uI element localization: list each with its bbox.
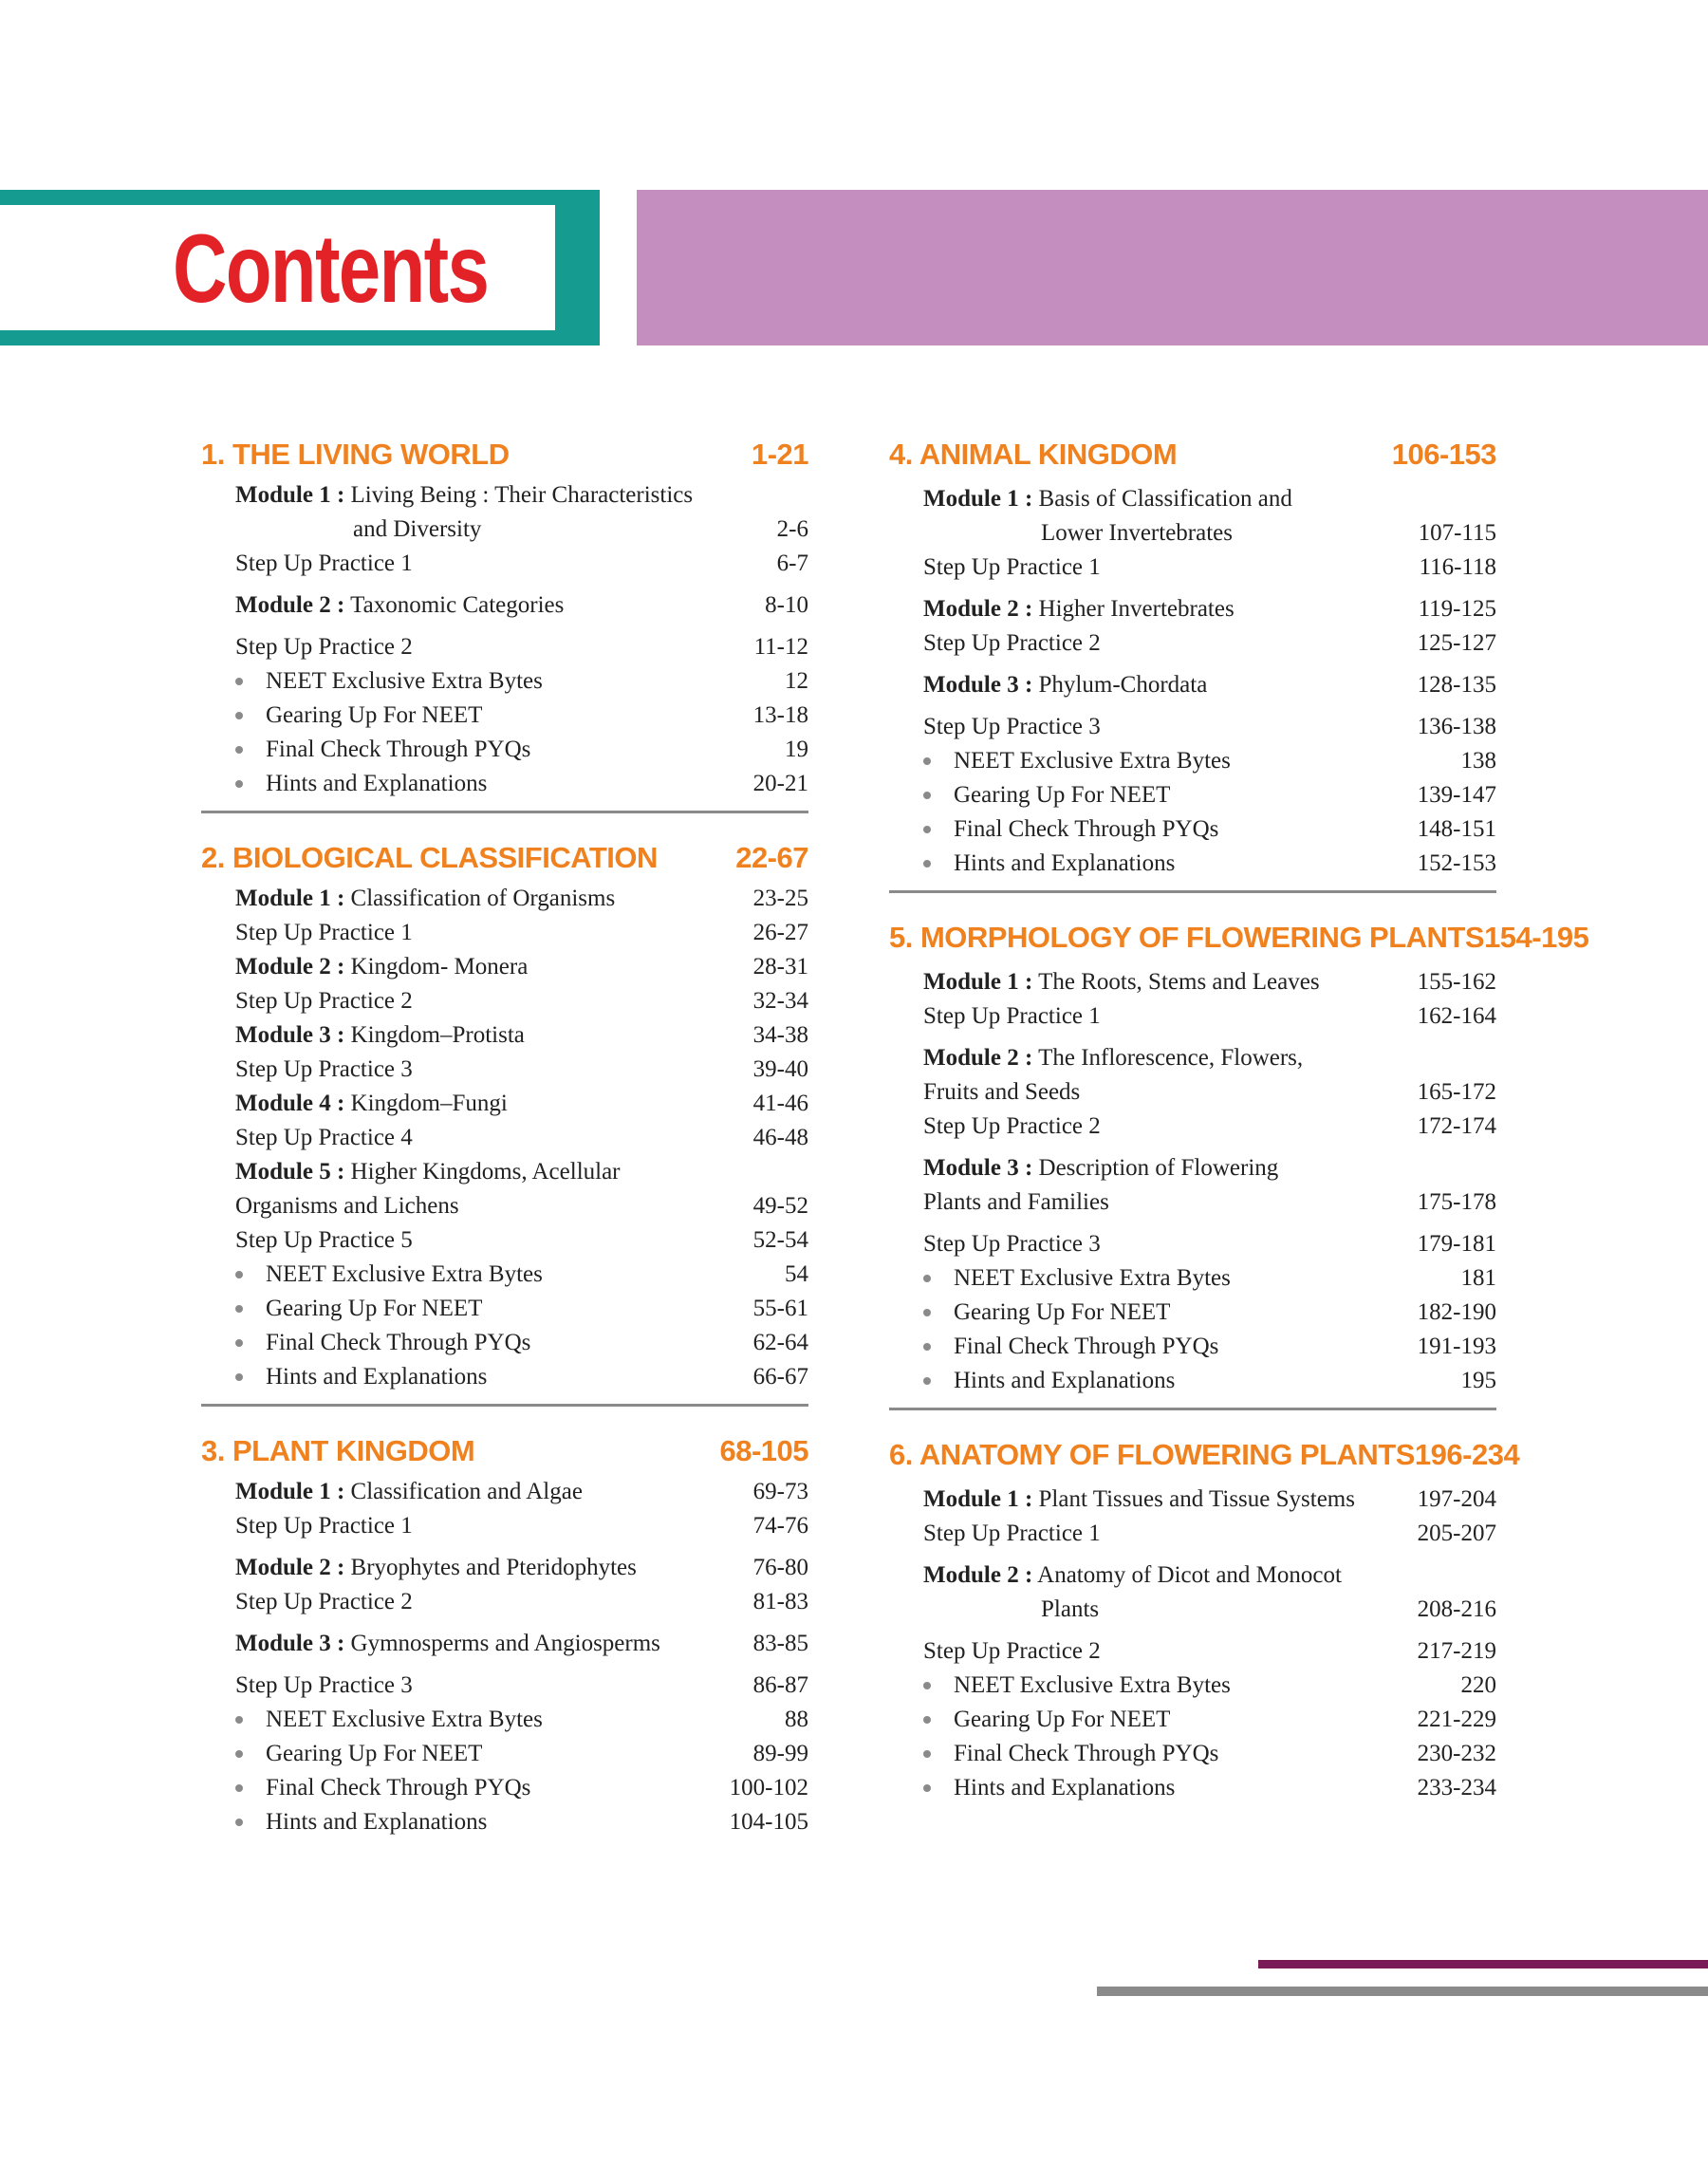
bullet-dot-icon (235, 712, 243, 719)
contents-column-left (201, 431, 808, 1839)
entry-pages: 139-147 (1417, 782, 1496, 808)
module-label: Module 3 : (923, 672, 1033, 698)
bullet-entry[interactable] (201, 1292, 808, 1326)
bullet-entry[interactable] (889, 1737, 1496, 1771)
practice-entry[interactable] (201, 547, 808, 581)
practice-entry[interactable] (889, 1227, 1496, 1261)
entry-title: Step Up Practice 2 (235, 988, 413, 1014)
module-entry[interactable] (201, 1551, 808, 1585)
module-entry[interactable] (889, 668, 1496, 702)
chapter-6 (889, 1431, 1520, 1805)
entry-pages: 148-151 (1417, 816, 1496, 842)
practice-entry[interactable] (201, 984, 808, 1018)
entry-pages: 208-216 (1417, 1596, 1496, 1622)
module-entry[interactable] (201, 588, 808, 623)
bullet-entry[interactable] (201, 733, 808, 767)
chapter-heading[interactable] (201, 1427, 808, 1475)
entry-pages: 26-27 (752, 920, 808, 945)
module-title: Higher Invertebrates (1038, 596, 1235, 622)
module-title-cont: and Diversity (353, 516, 482, 542)
entry-pages: 20-21 (752, 771, 808, 796)
entry-pages: 175-178 (1417, 1189, 1496, 1215)
entry-pages: 181 (1460, 1265, 1496, 1291)
entry-pages: 19 (785, 737, 808, 762)
module-label: Module 1 : (235, 482, 345, 508)
module-title: Anatomy of Dicot and Monocot (1037, 1562, 1342, 1588)
entry-pages: 46-48 (752, 1125, 808, 1150)
module-title: Bryophytes and Pteridophytes (350, 1555, 637, 1580)
chapter-5 (889, 914, 1589, 1410)
module-title: Gymnosperms and Angiosperms (350, 1631, 660, 1656)
bullet-entry[interactable] (889, 744, 1496, 778)
chapter-title: 2. BIOLOGICAL CLASSIFICATION (201, 841, 658, 874)
footer-purple-rule (1258, 1960, 1708, 1968)
module-entry[interactable] (201, 1087, 808, 1121)
bullet-entry[interactable] (201, 664, 808, 699)
practice-entry[interactable] (201, 1223, 808, 1258)
entry-pages: 138 (1460, 748, 1496, 774)
module-label: Module 4 : (235, 1091, 345, 1116)
bullet-entry[interactable] (889, 847, 1496, 881)
module-title: Plant Tissues and Tissue Systems (1038, 1486, 1355, 1512)
module-label: Module 2 : (923, 1045, 1033, 1071)
bullet-entry[interactable] (889, 1330, 1496, 1364)
bullet-entry[interactable] (889, 1703, 1496, 1737)
chapter-pages: 106-153 (1391, 438, 1496, 471)
bullet-dot-icon (235, 1750, 243, 1758)
bullet-entry[interactable] (889, 1296, 1496, 1330)
chapter-pages: 22-67 (735, 841, 808, 874)
entry-pages: 125-127 (1417, 630, 1496, 656)
entry-pages: 165-172 (1417, 1079, 1496, 1105)
entry-pages: 83-85 (752, 1631, 808, 1656)
chapter-heading[interactable] (201, 834, 808, 882)
entry-title: Step Up Practice 1 (923, 1003, 1101, 1029)
bullet-dot-icon (923, 1343, 931, 1351)
module-label: Module 3 : (235, 1631, 345, 1656)
chapter-pages: 68-105 (719, 1434, 808, 1467)
bullet-dot-icon (923, 1784, 931, 1792)
chapter-title: 1. THE LIVING WORLD (201, 438, 510, 471)
module-label: Module 2 : (923, 1562, 1033, 1588)
entry-pages: 6-7 (776, 550, 808, 576)
practice-entry[interactable] (201, 1053, 808, 1087)
practice-entry[interactable] (889, 550, 1496, 585)
module-title-cont: Lower Invertebrates (1041, 520, 1233, 546)
bullet-dot-icon (235, 746, 243, 754)
entry-pages: 128-135 (1417, 672, 1496, 698)
bullet-dot-icon (235, 678, 243, 685)
practice-entry[interactable] (201, 1121, 808, 1155)
bullet-dot-icon (923, 1377, 931, 1385)
module-entry[interactable] (201, 1627, 808, 1661)
module-title: Kingdom- Monera (350, 954, 529, 980)
module-title: The Inflorescence, Flowers, (1038, 1045, 1304, 1071)
chapter-pages: 1-21 (751, 438, 808, 471)
entry-title: Step Up Practice 2 (923, 630, 1101, 656)
bullet-entry[interactable] (201, 699, 808, 733)
bullet-dot-icon (923, 1682, 931, 1689)
bullet-entry[interactable] (201, 767, 808, 801)
module-label: Module 3 : (923, 1155, 1033, 1181)
entry-pages: 32-34 (752, 988, 808, 1014)
entry-pages: 100-102 (729, 1775, 808, 1801)
entry-pages: 49-52 (752, 1193, 808, 1219)
entry-pages: 220 (1460, 1672, 1496, 1698)
entry-title: Step Up Practice 2 (235, 1589, 413, 1614)
entry-title: NEET Exclusive Extra Bytes (954, 748, 1231, 774)
module-label: Module 1 : (923, 1486, 1033, 1512)
entry-title: Hints and Explanations (954, 850, 1176, 876)
entry-pages: 179-181 (1417, 1231, 1496, 1257)
bullet-dot-icon (235, 1819, 243, 1826)
entry-pages: 34-38 (752, 1022, 808, 1048)
entry-pages: 86-87 (752, 1672, 808, 1698)
entry-pages: 76-80 (752, 1555, 808, 1580)
entry-title: Hints and Explanations (266, 1809, 488, 1835)
module-label: Module 3 : (235, 1022, 345, 1048)
entry-title: Hints and Explanations (266, 1364, 488, 1390)
bullet-dot-icon (923, 757, 931, 765)
module-entry[interactable] (889, 1041, 1496, 1110)
entry-title: Step Up Practice 1 (235, 1513, 413, 1539)
entry-pages: 162-164 (1417, 1003, 1496, 1029)
entry-title: NEET Exclusive Extra Bytes (266, 1261, 543, 1287)
bullet-dot-icon (235, 780, 243, 788)
bullet-entry[interactable] (201, 1737, 808, 1771)
entry-pages: 55-61 (752, 1296, 808, 1321)
module-label: Module 5 : (235, 1159, 345, 1185)
entry-pages: 81-83 (752, 1589, 808, 1614)
practice-entry[interactable] (889, 1517, 1496, 1551)
entry-title: Gearing Up For NEET (266, 1741, 483, 1766)
bullet-dot-icon (235, 1784, 243, 1792)
entry-title: Final Check Through PYQs (954, 1334, 1219, 1359)
entry-pages: 69-73 (752, 1479, 808, 1504)
entry-title: Final Check Through PYQs (266, 737, 531, 762)
bullet-entry[interactable] (889, 1669, 1496, 1703)
entry-pages: 172-174 (1417, 1113, 1496, 1139)
entry-pages: 28-31 (752, 954, 808, 980)
entry-pages: 152-153 (1417, 850, 1496, 876)
entry-pages: 2-6 (776, 516, 808, 542)
bullet-entry[interactable] (889, 1261, 1496, 1296)
bullet-dot-icon (923, 826, 931, 833)
bullet-dot-icon (235, 1716, 243, 1724)
entry-pages: 23-25 (752, 886, 808, 911)
practice-entry[interactable] (889, 626, 1496, 661)
entry-pages: 197-204 (1417, 1486, 1496, 1512)
entry-pages: 12 (785, 668, 808, 694)
module-title: Classification and Algae (350, 1479, 583, 1504)
bullet-entry[interactable] (889, 778, 1496, 812)
bullet-dot-icon (923, 792, 931, 799)
entry-title: Step Up Practice 2 (923, 1638, 1101, 1664)
practice-entry[interactable] (201, 1585, 808, 1619)
module-title: Classification of Organisms (350, 886, 616, 911)
entry-pages: 205-207 (1417, 1521, 1496, 1546)
entry-title: Final Check Through PYQs (266, 1330, 531, 1355)
bullet-entry[interactable] (201, 1258, 808, 1292)
entry-pages: 66-67 (752, 1364, 808, 1390)
entry-pages: 217-219 (1417, 1638, 1496, 1664)
entry-title: NEET Exclusive Extra Bytes (954, 1265, 1231, 1291)
entry-title: Step Up Practice 4 (235, 1125, 413, 1150)
chapter-2 (201, 834, 808, 1407)
chapter-4 (889, 431, 1496, 893)
chapter-title: 6. ANATOMY OF FLOWERING PLANTS (889, 1438, 1415, 1471)
practice-entry[interactable] (889, 1110, 1496, 1144)
practice-entry[interactable] (201, 916, 808, 950)
module-title: Description of Flowering (1038, 1155, 1279, 1181)
module-title: Basis of Classification and (1038, 486, 1292, 512)
chapter-pages: 154-195 (1484, 921, 1589, 954)
module-label: Module 1 : (235, 1479, 345, 1504)
entry-pages: 116-118 (1419, 554, 1496, 580)
bullet-dot-icon (235, 1305, 243, 1313)
entry-pages: 136-138 (1417, 714, 1496, 739)
entry-pages: 13-18 (752, 702, 808, 728)
module-label: Module 2 : (235, 592, 345, 618)
bullet-entry[interactable] (201, 1805, 808, 1839)
entry-pages: 54 (785, 1261, 808, 1287)
module-title: Higher Kingdoms, Acellular (350, 1159, 621, 1185)
module-entry[interactable] (889, 1483, 1496, 1517)
entry-pages: 88 (785, 1707, 808, 1732)
entry-pages: 119-125 (1418, 596, 1496, 622)
module-title: Taxonomic Categories (350, 592, 565, 618)
chapter-3 (201, 1427, 808, 1839)
chapter-heading[interactable] (889, 431, 1496, 478)
entry-pages: 74-76 (752, 1513, 808, 1539)
bullet-entry[interactable] (201, 1326, 808, 1360)
entry-pages: 62-64 (752, 1330, 808, 1355)
chapter-pages: 196-234 (1414, 1438, 1520, 1471)
module-entry[interactable] (201, 1018, 808, 1053)
module-label: Module 1 : (923, 486, 1033, 512)
module-title-cont: Organisms and Lichens (235, 1193, 459, 1219)
entry-title: Hints and Explanations (266, 771, 488, 796)
module-entry[interactable] (201, 1475, 808, 1509)
bullet-dot-icon (923, 1716, 931, 1724)
entry-title: Gearing Up For NEET (954, 782, 1171, 808)
practice-entry[interactable] (201, 630, 808, 664)
module-label: Module 2 : (235, 954, 345, 980)
entry-pages: 182-190 (1417, 1299, 1496, 1325)
bullet-entry[interactable] (889, 812, 1496, 847)
module-label: Module 2 : (923, 596, 1033, 622)
page-title: Contents (173, 215, 489, 323)
entry-pages: 8-10 (765, 592, 808, 618)
entry-title: Step Up Practice 3 (923, 714, 1101, 739)
module-title: Kingdom–Protista (350, 1022, 525, 1048)
entry-title: Gearing Up For NEET (954, 1707, 1171, 1732)
entry-title: Hints and Explanations (954, 1368, 1176, 1393)
module-entry[interactable] (201, 882, 808, 916)
module-label: Module 1 : (235, 886, 345, 911)
entry-pages: 104-105 (729, 1809, 808, 1835)
entry-title: Step Up Practice 3 (235, 1672, 413, 1698)
bullet-dot-icon (235, 1339, 243, 1347)
bullet-entry[interactable] (201, 1771, 808, 1805)
module-entry[interactable] (889, 1151, 1496, 1220)
bullet-entry[interactable] (889, 1364, 1496, 1398)
module-title: Phylum-Chordata (1038, 672, 1208, 698)
entry-title: Step Up Practice 1 (923, 1521, 1101, 1546)
entry-title: Step Up Practice 1 (235, 920, 413, 945)
bullet-dot-icon (923, 860, 931, 868)
bullet-dot-icon (235, 1271, 243, 1278)
entry-title: Final Check Through PYQs (266, 1775, 531, 1801)
entry-pages: 233-234 (1417, 1775, 1496, 1801)
bullet-entry[interactable] (889, 1771, 1496, 1805)
module-entry[interactable] (201, 950, 808, 984)
bullet-dot-icon (923, 1750, 931, 1758)
practice-entry[interactable] (201, 1509, 808, 1543)
bullet-dot-icon (235, 1373, 243, 1381)
entry-title: Step Up Practice 5 (235, 1227, 413, 1253)
entry-title: NEET Exclusive Extra Bytes (266, 1707, 543, 1732)
module-entry[interactable] (889, 592, 1496, 626)
practice-entry[interactable] (889, 999, 1496, 1034)
bullet-entry[interactable] (201, 1703, 808, 1737)
entry-title: Gearing Up For NEET (266, 702, 483, 728)
entry-pages: 52-54 (752, 1227, 808, 1253)
chapter-title: 4. ANIMAL KINGDOM (889, 438, 1178, 471)
entry-pages: 230-232 (1417, 1741, 1496, 1766)
entry-pages: 155-162 (1417, 969, 1496, 995)
module-title: The Roots, Stems and Leaves (1038, 969, 1320, 995)
module-label: Module 1 : (923, 969, 1033, 995)
chapter-heading[interactable] (889, 1431, 1520, 1479)
module-entry[interactable] (889, 1558, 1496, 1627)
module-label: Module 2 : (235, 1555, 345, 1580)
entry-pages: 41-46 (752, 1091, 808, 1116)
module-entry[interactable] (201, 478, 808, 547)
entry-title: Step Up Practice 3 (235, 1056, 413, 1082)
entry-title: NEET Exclusive Extra Bytes (266, 668, 543, 694)
bullet-dot-icon (923, 1309, 931, 1316)
contents-column-right (889, 431, 1589, 1805)
entry-pages: 11-12 (753, 634, 808, 660)
footer-grey-rule (1097, 1987, 1708, 1996)
module-title: Kingdom–Fungi (350, 1091, 508, 1116)
entry-title: Final Check Through PYQs (954, 1741, 1219, 1766)
chapter-title: 5. MORPHOLOGY OF FLOWERING PLANTS (889, 921, 1485, 954)
entry-title: Hints and Explanations (954, 1775, 1176, 1801)
entry-title: Gearing Up For NEET (266, 1296, 483, 1321)
entry-title: Step Up Practice 1 (235, 550, 413, 576)
module-title: Living Being : Their Characteristics (350, 482, 694, 508)
module-title-cont: Plants and Families (923, 1189, 1109, 1215)
entry-title: Final Check Through PYQs (954, 816, 1219, 842)
entry-pages: 107-115 (1418, 520, 1496, 546)
module-title-cont: Plants (1041, 1596, 1100, 1622)
module-entry[interactable] (201, 1155, 808, 1223)
entry-pages: 39-40 (752, 1056, 808, 1082)
practice-entry[interactable] (201, 1669, 808, 1703)
module-title-cont: Fruits and Seeds (923, 1079, 1081, 1105)
chapter-title: 3. PLANT KINGDOM (201, 1434, 475, 1467)
chapter-1 (201, 431, 808, 813)
entry-pages: 191-193 (1417, 1334, 1496, 1359)
chapter-heading[interactable] (201, 431, 808, 478)
entry-title: Step Up Practice 1 (923, 554, 1101, 580)
header-purple-band (637, 190, 1708, 345)
entry-pages: 89-99 (752, 1741, 808, 1766)
entry-title: Step Up Practice 2 (235, 634, 413, 660)
entry-title: Step Up Practice 2 (923, 1113, 1101, 1139)
chapter-heading[interactable] (889, 914, 1589, 961)
entry-title: Step Up Practice 3 (923, 1231, 1101, 1257)
entry-pages: 195 (1460, 1368, 1496, 1393)
bullet-entry[interactable] (201, 1360, 808, 1394)
practice-entry[interactable] (889, 1634, 1496, 1669)
entry-title: NEET Exclusive Extra Bytes (954, 1672, 1231, 1698)
module-entry[interactable] (889, 965, 1496, 999)
bullet-dot-icon (923, 1275, 931, 1282)
entry-pages: 221-229 (1417, 1707, 1496, 1732)
module-entry[interactable] (889, 482, 1496, 550)
entry-title: Gearing Up For NEET (954, 1299, 1171, 1325)
practice-entry[interactable] (889, 710, 1496, 744)
